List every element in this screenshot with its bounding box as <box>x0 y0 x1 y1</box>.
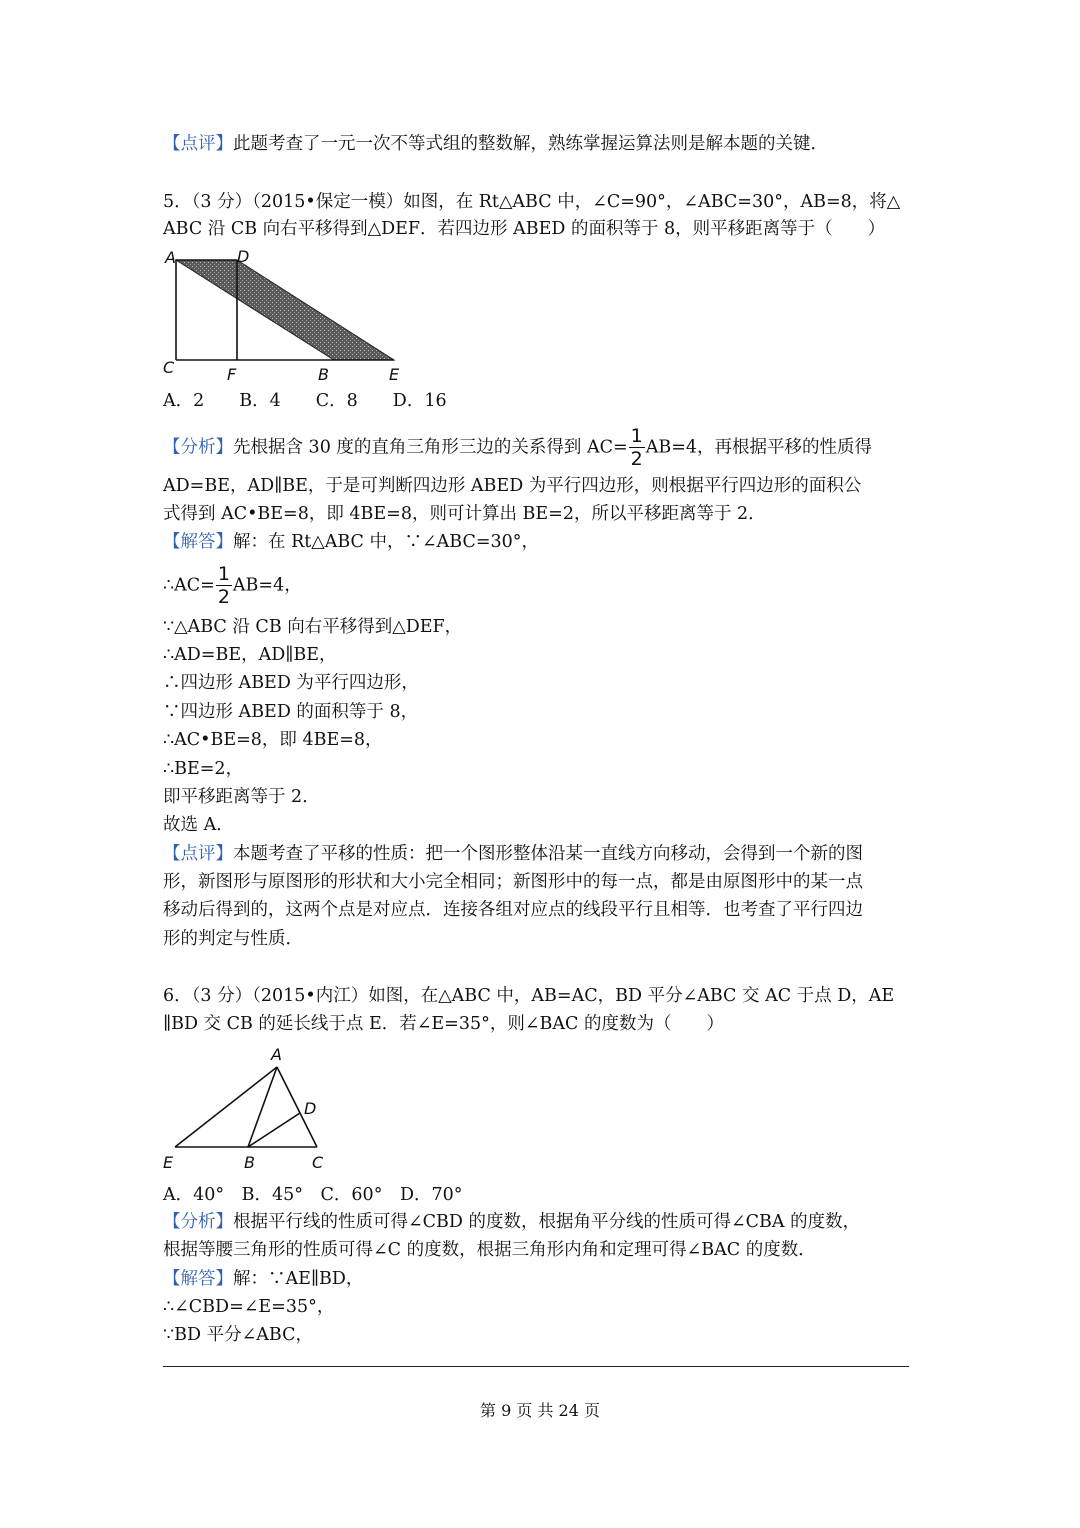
answer-tag: 【解答】 <box>163 532 233 552</box>
segment-bd <box>248 1113 300 1147</box>
q5-step: ∵△ABC 沿 CB 向右平移得到△DEF， <box>163 617 463 637</box>
q6-options: A．40° B．45° C．60° D．70° <box>163 1185 463 1205</box>
q5-comment-line-1 <box>163 841 923 867</box>
answer-text: 解：在 Rt△ABC 中，∵∠ABC=30°， <box>233 532 540 552</box>
q6-step: ∵BD 平分∠ABC， <box>163 1325 313 1345</box>
q6-figure <box>155 1040 345 1175</box>
analysis-text-pre: 先根据含 30 度的直角三角形三边的关系得到 AC= <box>233 437 628 458</box>
q5-stem-line-1: 5．（3 分）（2015•保定一模）如图，在 Rt△ABC 中，∠C=90°，∠ABC=30°，AB=8，将△ <box>163 192 901 212</box>
analysis-text-post: AB=4，再根据平移的性质得 <box>645 437 873 458</box>
q5-step: 即平移距离等于 2． <box>163 787 320 807</box>
fraction-one-half <box>216 565 232 607</box>
q5-stem-line-2: ABC 沿 CB 向右平移得到△DEF．若四边形 ABED 的面积等于 8，则平移距离等于（ ） <box>163 219 886 239</box>
fraction-denominator: 2 <box>217 586 230 608</box>
label-d: D <box>304 1099 317 1118</box>
fraction-numerator: 1 <box>630 425 643 447</box>
q6-stem-line-1: 6．（3 分）（2015•内江）如图，在△ABC 中，AB=AC，BD 平分∠ABC 交 AC 于点 D，AE <box>163 986 895 1006</box>
q5-analysis-line-3: 式得到 AC•BE=8，即 4BE=8，则可计算出 BE=2，所以平移距离等于 2． <box>163 504 766 524</box>
q5-answer-step-ac <box>163 565 923 607</box>
page-number: 第 9 页 共 24 页 <box>480 1401 600 1420</box>
label-c: C <box>163 358 175 377</box>
comment-tag: 【点评】 <box>163 134 233 154</box>
fraction-one-half <box>629 427 645 469</box>
q5-answer-line-1 <box>163 529 923 555</box>
label-e: E <box>389 365 400 384</box>
comment-text: 此题考查了一元一次不等式组的整数解，熟练掌握运算法则是解本题的关键． <box>233 134 828 154</box>
answer-text: 解：∵AE∥BD， <box>233 1269 364 1289</box>
fraction-denominator: 2 <box>630 448 643 470</box>
q5-analysis-line-1 <box>163 427 923 469</box>
label-b: B <box>244 1153 255 1172</box>
label-f: F <box>227 365 237 384</box>
footer-divider <box>163 1366 909 1367</box>
q5-step: ∴AD=BE，AD∥BE， <box>163 645 337 665</box>
q5-step: ∴AC•BE=8，即 4BE=8， <box>163 730 383 750</box>
q6-stem-line-2: ∥BD 交 CB 的延长线于点 E．若∠E=35°，则∠BAC 的度数为（ ） <box>163 1014 724 1034</box>
q6-answer-line-1 <box>163 1266 923 1292</box>
q5-step: 故选 A． <box>163 815 234 835</box>
q5-step: ∴BE=2， <box>163 759 244 779</box>
q5-figure <box>155 245 415 385</box>
q5-comment-line-2: 形，新图形与原图形的形状和大小完全相同；新图形中的每一点，都是由原图形中的某一点 <box>163 872 863 892</box>
label-d: D <box>237 247 250 266</box>
top-comment <box>163 131 923 157</box>
q6-analysis-line-1 <box>163 1209 923 1235</box>
q6-step: ∴∠CBD=∠E=35°， <box>163 1297 335 1317</box>
q5-comment-line-3: 移动后得到的，这两个点是对应点．连接各组对应点的线段平行且相等．也考查了平行四边 <box>163 900 863 920</box>
q5-comment-line-4: 形的判定与性质． <box>163 929 303 949</box>
q5-options: A．2 B．4 C．8 D．16 <box>163 391 447 411</box>
comment-text: 本题考查了平移的性质：把一个图形整体沿某一直线方向移动，会得到一个新的图 <box>233 844 863 864</box>
parallelogram-abed <box>176 260 394 360</box>
q5-analysis-line-2: AD=BE，AD∥BE，于是可判断四边形 ABED 为平行四边形，则根据平行四边形的面积公 <box>163 476 862 496</box>
answer-tag: 【解答】 <box>163 1269 233 1289</box>
q5-step: ∵四边形 ABED 的面积等于 8， <box>163 702 419 722</box>
q5-step: ∴四边形 ABED 为平行四边形， <box>163 673 419 693</box>
label-a: A <box>165 248 176 267</box>
q6-analysis-line-2: 根据等腰三角形的性质可得∠C 的度数，根据三角形内角和定理可得∠BAC 的度数． <box>163 1240 816 1260</box>
label-c: C <box>312 1153 324 1172</box>
label-a: A <box>271 1045 282 1064</box>
label-e: E <box>163 1153 174 1172</box>
analysis-tag: 【分析】 <box>163 437 233 458</box>
analysis-text: 根据平行线的性质可得∠CBD 的度数，根据角平分线的性质可得∠CBA 的度数， <box>233 1212 861 1232</box>
step-post: AB=4， <box>232 575 302 596</box>
comment-tag: 【点评】 <box>163 844 233 864</box>
fraction-numerator: 1 <box>217 563 230 585</box>
label-b: B <box>318 365 329 384</box>
analysis-tag: 【分析】 <box>163 1212 233 1232</box>
step-pre: ∴AC= <box>163 575 215 596</box>
